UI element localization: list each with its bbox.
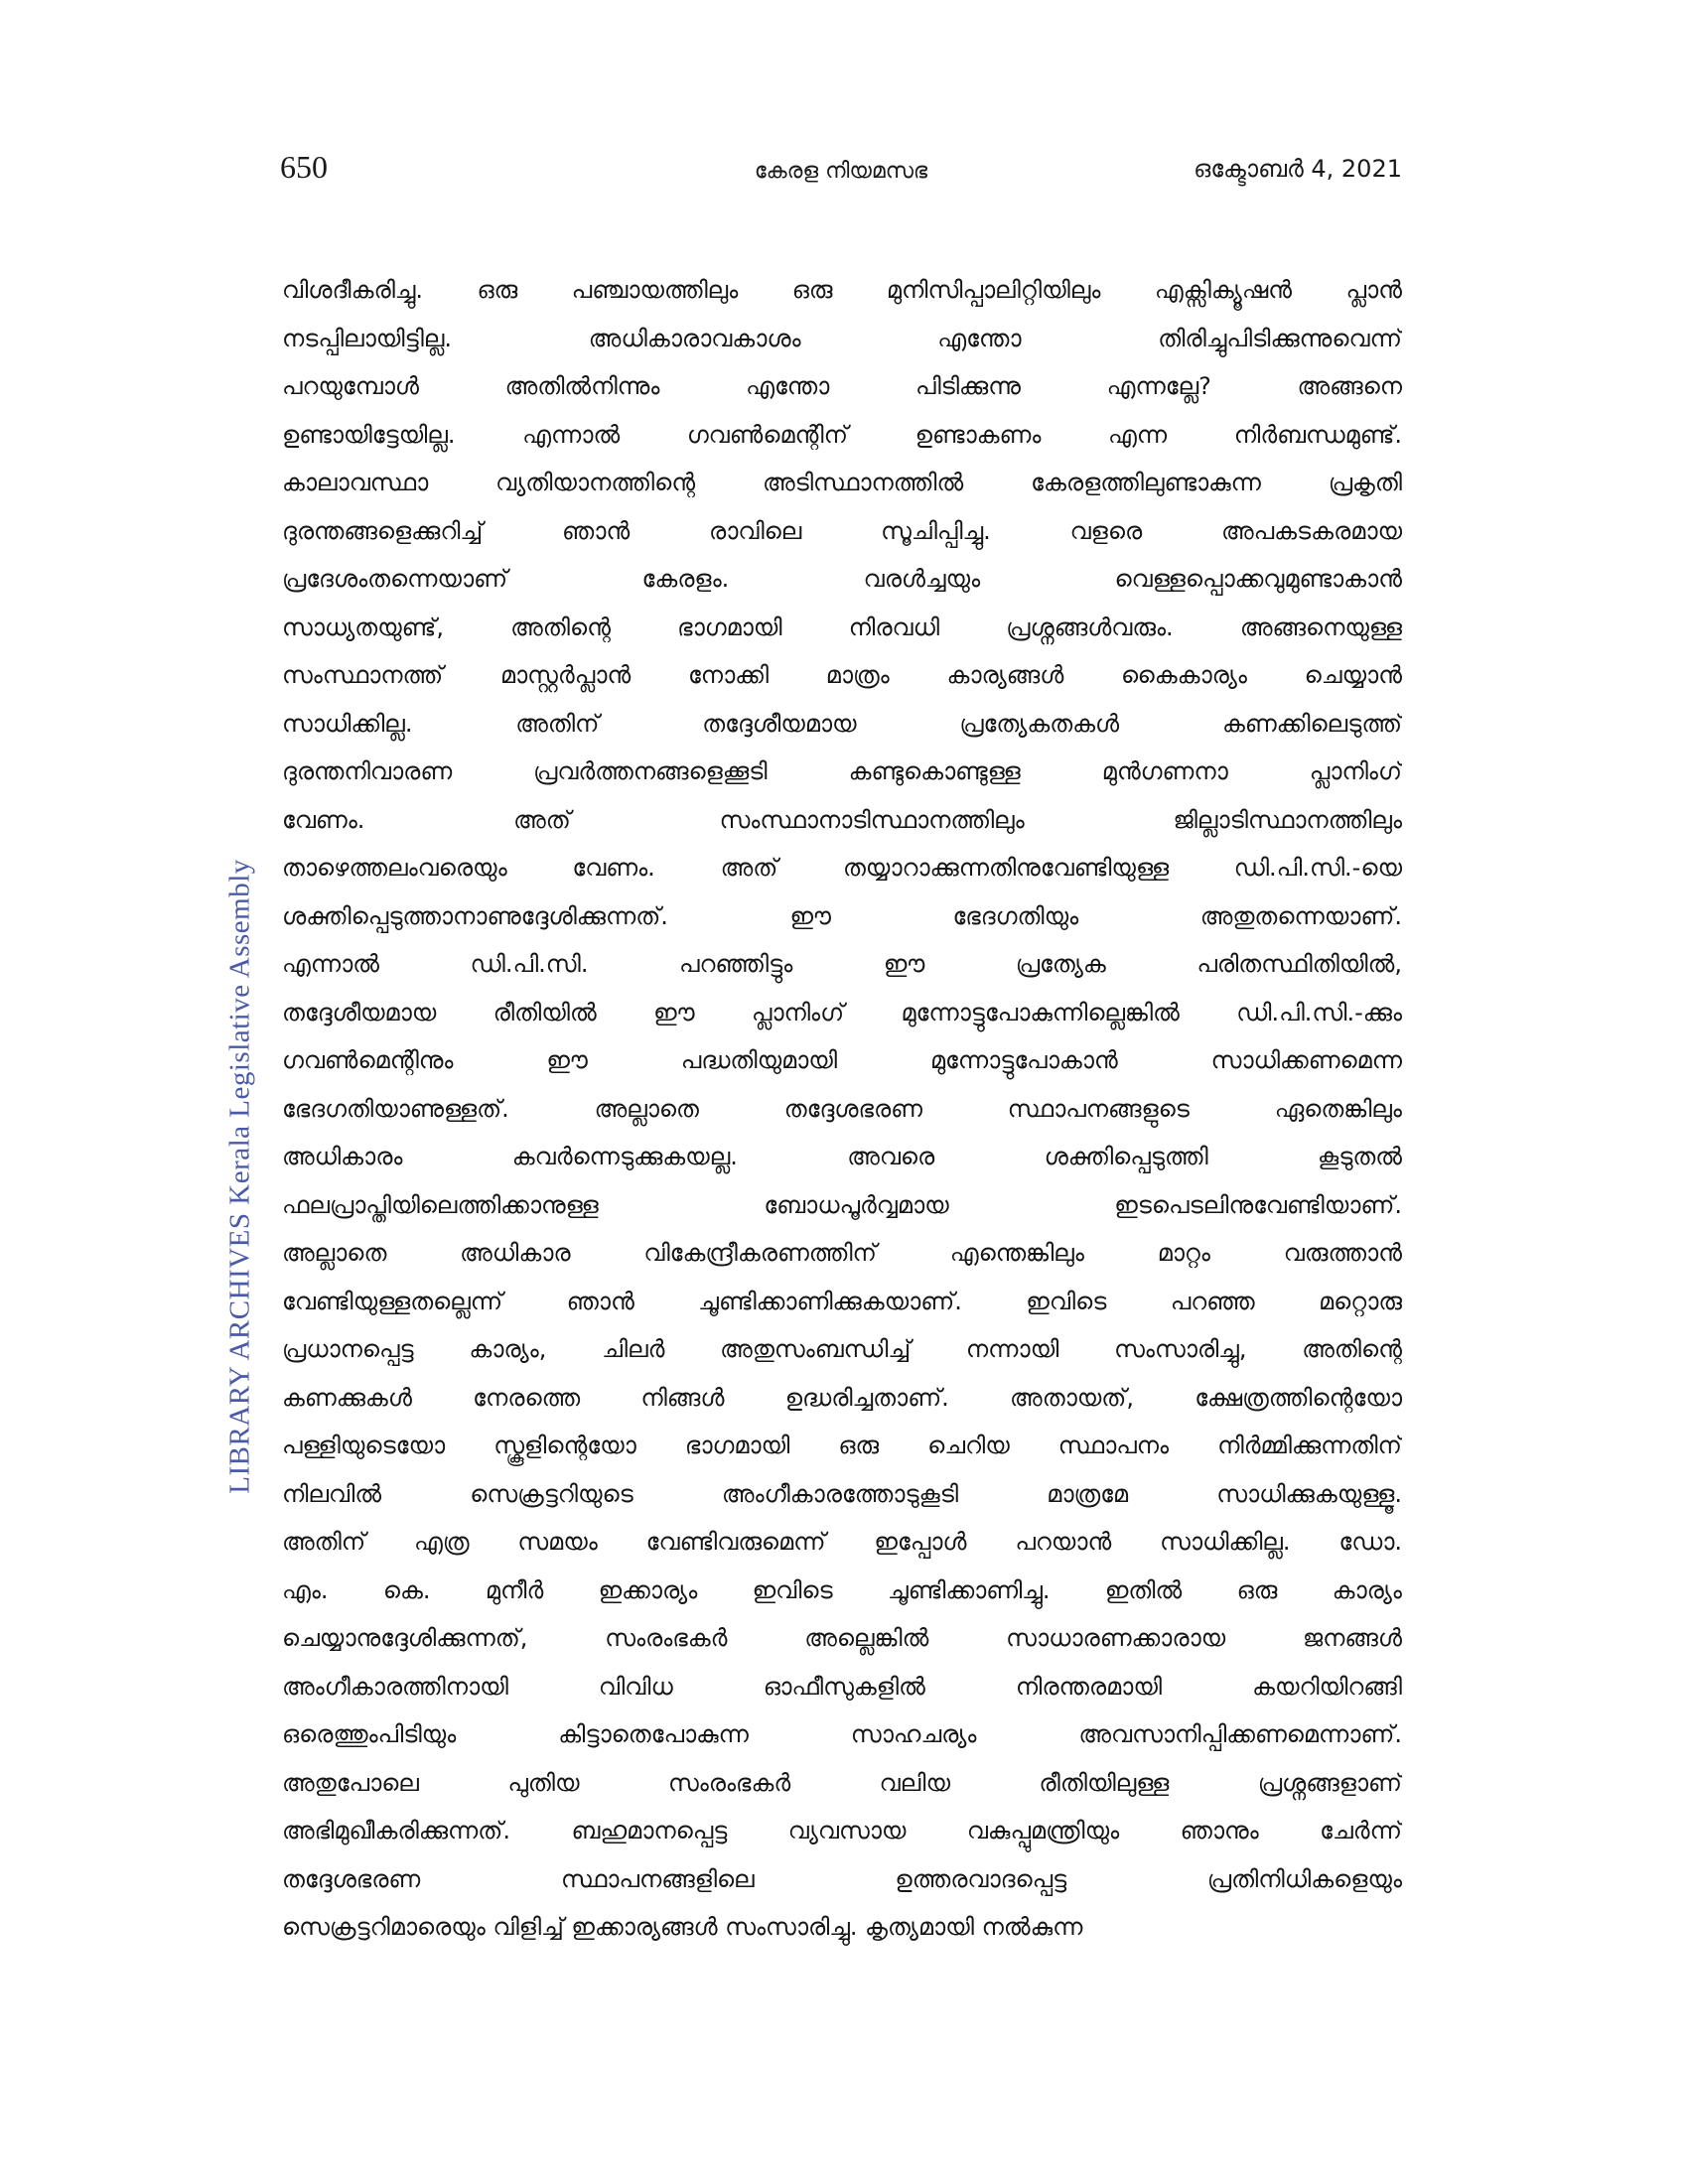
text-line: അതിന് എത്ര സമയം വേണ്ടിവരുമെന്ന് ഇപ്പോൾ പറയാൻ സാധിക്കില്ല. ഡോ. [282, 1528, 1402, 1556]
text-line: ചെയ്യാനുദ്ദേശിക്കുന്നത്, സംരംഭകർ അല്ലെങ്കിൽ സാധാരണക്കാരായ ജനങ്ങൾ [282, 1624, 1402, 1652]
header-date: ഒക്ടോബർ 4, 2021 [1194, 155, 1402, 183]
text-line: സാധിക്കില്ല. അതിന് തദ്ദേശീയമായ പ്രത്യേകതകൾ കണക്കിലെടുത്ത് [282, 709, 1402, 738]
text-line: തദ്ദേശഭരണ സ്ഥാപനങ്ങളിലെ ഉത്തരവാദപ്പെട്ട പ്രതിനിധികളെയും [282, 1864, 1402, 1893]
text-line: വിശദീകരിച്ചു. ഒരു പഞ്ചായത്തിലും ഒരു മുനിസിപ്പാലിറ്റിയിലും എക്സിക്യൂഷൻ പ്ലാൻ [282, 276, 1402, 304]
text-line: നിലവിൽ സെക്രട്ടറിയുടെ അംഗീകാരത്തോടുകൂടി മാത്രമേ സാധിക്കുകയുള്ളൂ. [282, 1479, 1402, 1508]
text-line: നടപ്പിലായിട്ടില്ല. അധികാരാവകാശം എന്തോ തിരിച്ചുപിടിക്കുന്നുവെന്ന് [282, 324, 1402, 352]
text-line: തദ്ദേശീയമായ രീതിയിൽ ഈ പ്ലാനിംഗ് മുന്നോട്ടുപോകുന്നില്ലെങ്കിൽ ഡി.പി.സി.-ക്കും [282, 998, 1402, 1026]
text-line: വേണം. അത് സംസ്ഥാനാടിസ്ഥാനത്തിലും ജില്ലാടിസ്ഥാനത്തിലും [282, 805, 1402, 834]
text-line: അല്ലാതെ അധികാര വികേന്ദ്രീകരണത്തിന് എന്തെങ്കിലും മാറ്റം വരുത്താൻ [282, 1239, 1402, 1267]
text-line: ഗവൺമെന്റിനും ഈ പദ്ധതിയുമായി മുന്നോട്ടുപോകാൻ സാധിക്കണമെന്ന [282, 1046, 1402, 1074]
running-title: കേരള നിയമസഭ [754, 159, 928, 184]
text-line: ദുരന്തനിവാരണ പ്രവർത്തനങ്ങളെക്കൂടി കണ്ടുകൊണ്ടുള്ള മുൻഗണനാ പ്ലാനിംഗ് [282, 757, 1402, 785]
text-line: വേണ്ടിയുള്ളതല്ലെന്ന് ഞാൻ ചൂണ്ടിക്കാണിക്കുകയാണ്. ഇവിടെ പറഞ്ഞ മറ്റൊരു [282, 1287, 1402, 1315]
text-line: ദുരന്തങ്ങളെക്കുറിച്ച് ഞാൻ രാവിലെ സൂചിപ്പിച്ചു. വളരെ അപകടകരമായ [282, 516, 1402, 545]
page-header [280, 149, 1402, 199]
text-line: ഫലപ്രാപ്തിയിലെത്തിക്കാനുള്ള ബോധപൂർവ്വമായ ഇടപെടലിനുവേണ്ടിയാണ്. [282, 1190, 1402, 1219]
body-text [282, 266, 1402, 1952]
text-line: കാലാവസ്ഥാ വ്യതിയാനത്തിന്റെ അടിസ്ഥാനത്തിൽ കേരളത്തിലുണ്ടാകുന്ന പ്രകൃതി [282, 469, 1402, 496]
watermark-text: LIBRARY ARCHIVES Kerala Legislative Assembly [223, 859, 256, 1494]
text-line: അഭിമുഖീകരിക്കുന്നത്. ബഹുമാനപ്പെട്ട വ്യവസായ വകുപ്പുമന്ത്രിയും ഞാനും ചേർന്ന് [282, 1817, 1402, 1844]
text-line: സംസ്ഥാനത്ത് മാസ്റ്റർപ്ലാൻ നോക്കി മാത്രം കാര്യങ്ങൾ കൈകാര്യം ചെയ്യാൻ [282, 661, 1402, 689]
page-number: 650 [280, 149, 328, 185]
text-line: ഒരെത്തുംപിടിയും കിട്ടാതെപോകുന്ന സാഹചര്യം അവസാനിപ്പിക്കണമെന്നാണ്. [282, 1720, 1402, 1748]
text-line: അതുപോലെ പുതിയ സംരംഭകർ വലിയ രീതിയിലുള്ള പ്രശ്നങ്ങളാണ് [282, 1768, 1402, 1797]
text-line: സാധ്യതയുണ്ട്, അതിന്റെ ഭാഗമായി നിരവധി പ്രശ്നങ്ങൾവരും. അങ്ങനെയുള്ള [282, 613, 1402, 641]
text-line: ഭേദഗതിയാണുള്ളത്. അല്ലാതെ തദ്ദേശഭരണ സ്ഥാപനങ്ങളുടെ ഏതെങ്കിലും [282, 1094, 1402, 1123]
text-line: അധികാരം കവർന്നെടുക്കുകയല്ല. അവരെ ശക്തിപ്പെടുത്തി കൂടുതൽ [282, 1143, 1402, 1170]
text-line: താഴെത്തലംവരെയും വേണം. അത് തയ്യാറാക്കുന്നതിനുവേണ്ടിയുള്ള ഡി.പി.സി.-യെ [282, 854, 1402, 882]
text-line: പ്രദേശംതന്നെയാണ് കേരളം. വരൾച്ചയും വെള്ളപ്പൊക്കവുമുണ്ടാകാൻ [282, 565, 1402, 593]
text-line: പറയുമ്പോൾ അതിൽനിന്നും എന്തോ പിടിക്കുന്നു എന്നല്ലേ? അങ്ങനെ [282, 372, 1402, 400]
text-line: പള്ളിയുടെയോ സ്കൂളിന്റെയോ ഭാഗമായി ഒരു ചെറിയ സ്ഥാപനം നിർമ്മിക്കുന്നതിന് [282, 1432, 1402, 1459]
text-line: അംഗീകാരത്തിനായി വിവിധ ഓഫീസുകളിൽ നിരന്തരമായി കയറിയിറങ്ങി [282, 1672, 1402, 1701]
text-line: എം. കെ. മുനീർ ഇക്കാര്യം ഇവിടെ ചൂണ്ടിക്കാണിച്ചു. ഇതിൽ ഒരു കാര്യം [282, 1575, 1402, 1604]
text-line: സെക്രട്ടറിമാരെയും വിളിച്ച് ഇക്കാര്യങ്ങൾ സംസാരിച്ചു. കൃത്യമായി നൽകുന്ന [282, 1913, 1083, 1941]
text-line: എന്നാൽ ഡി.പി.സി. പറഞ്ഞിട്ടും ഈ പ്രത്യേക പരിതസ്ഥിതിയിൽ, [282, 950, 1402, 978]
text-line: പ്രധാനപ്പെട്ട കാര്യം, ചിലർ അതുസംബന്ധിച്ച് നന്നായി സംസാരിച്ചു, അതിന്റെ [282, 1335, 1402, 1363]
text-line: ഉണ്ടായിട്ടേയില്ല. എന്നാൽ ഗവൺമെന്റിന് ഉണ്ടാകണം എന്ന നിർബന്ധമുണ്ട്. [282, 420, 1402, 449]
text-line: കണക്കുകൾ നേരത്തെ നിങ്ങൾ ഉദ്ധരിച്ചതാണ്. അതായത്, ക്ഷേത്രത്തിന്റെയോ [282, 1383, 1402, 1412]
text-line: ശക്തിപ്പെടുത്താനാണുദ്ദേശിക്കുന്നത്. ഈ ഭേദഗതിയും അതുതന്നെയാണ്. [282, 901, 1402, 930]
